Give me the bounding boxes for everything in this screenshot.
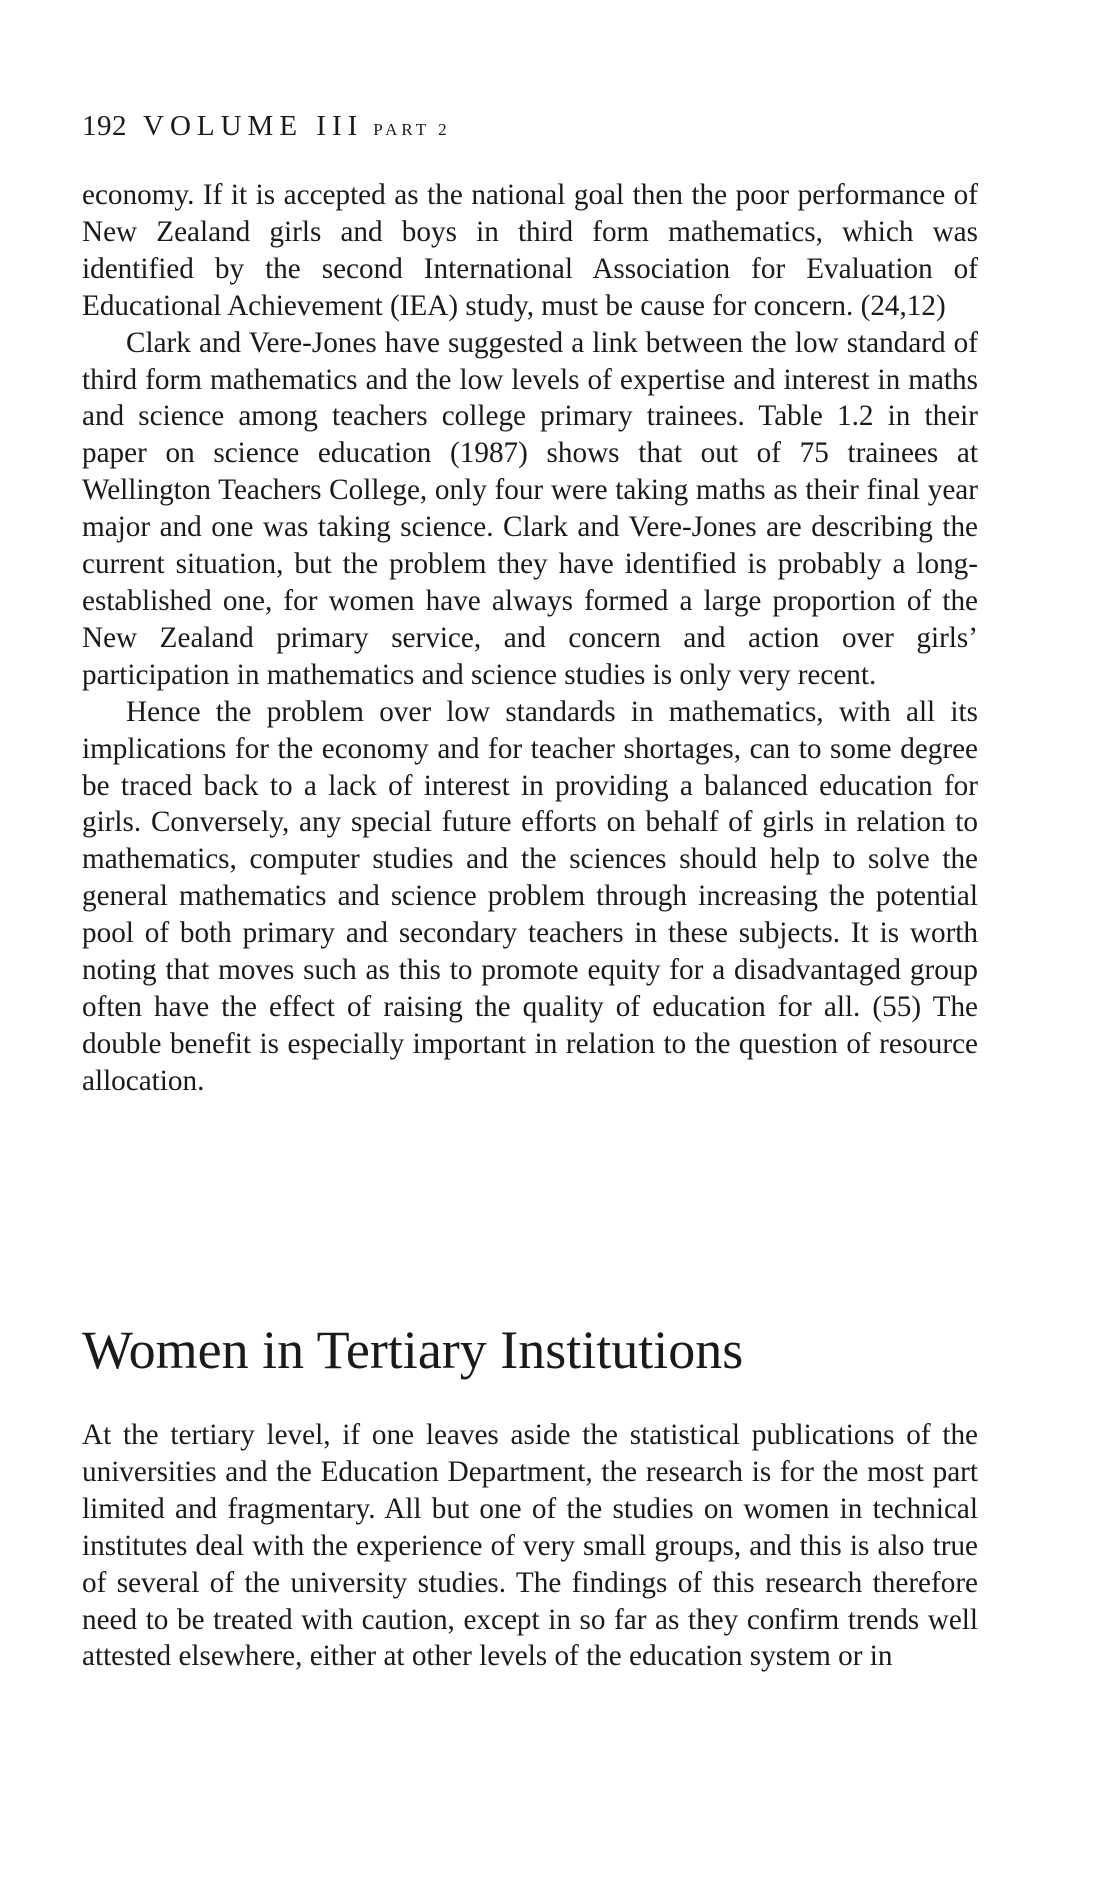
paragraph: At the tertiary level, if one leaves aside the statistical publications of the universities and the Education Department, the research is for the most part limited and fragmentary. All but one of the studies on women in technical institutes deal with the experience of very small groups, and this is also true of several of the university studies. The findings of this research therefore need to be treated with caution, except in so far as they confirm trends well attested elsewhere, either at other levels of the education system or in [82,1419,978,1673]
page-number: 192 [82,110,127,142]
volume-label: VOLUME III [143,110,364,142]
paragraph: Clark and Vere-Jones have suggested a link between the low standard of third form mathematics and the low levels of expertise and interest in maths and science among teachers college primary trainees. Table 1.2 in their paper on science education (1987) shows that out of 75 trainees at Wellington Teachers College, only four were taking maths as their final year major and one was taking science. Clark and Vere-Jones are describing the current situation, but the problem they have identified is probably a long-established one, for women have always formed a large proportion of the New Zealand primary service, and concern and action over girls’ participation in mathematics and science studies is only very recent. [82,326,978,691]
section-body-text [82,1417,978,1675]
running-head [82,110,451,143]
section-heading: Women in Tertiary Institutions [82,1320,744,1380]
part-label: PART 2 [373,120,451,139]
paragraph: economy. If it is accepted as the national goal then the poor performance of New Zealand girls and boys in third form mathematics, which was identified by the second International Association for Evaluation of Educational Achievement (IEA) study, must be cause for concern. (24,12) [82,179,978,322]
paragraph: Hence the problem over low standards in mathematics, with all its implications for the economy and for teacher shortages, can to some degree be traced back to a lack of interest in providing a balanced education for girls. Conversely, any special future efforts on behalf of girls in relation to mathematics, computer studies and the sciences should help to solve the general mathematics and science problem through increasing the potential pool of both primary and secondary teachers in these subjects. It is worth noting that moves such as this to promote equity for a disadvantaged group often have the effect of raising the quality of education for all. (55) The double benefit is especially important in relation to the question of resource allocation. [82,695,978,1097]
body-text-block [82,177,978,1100]
